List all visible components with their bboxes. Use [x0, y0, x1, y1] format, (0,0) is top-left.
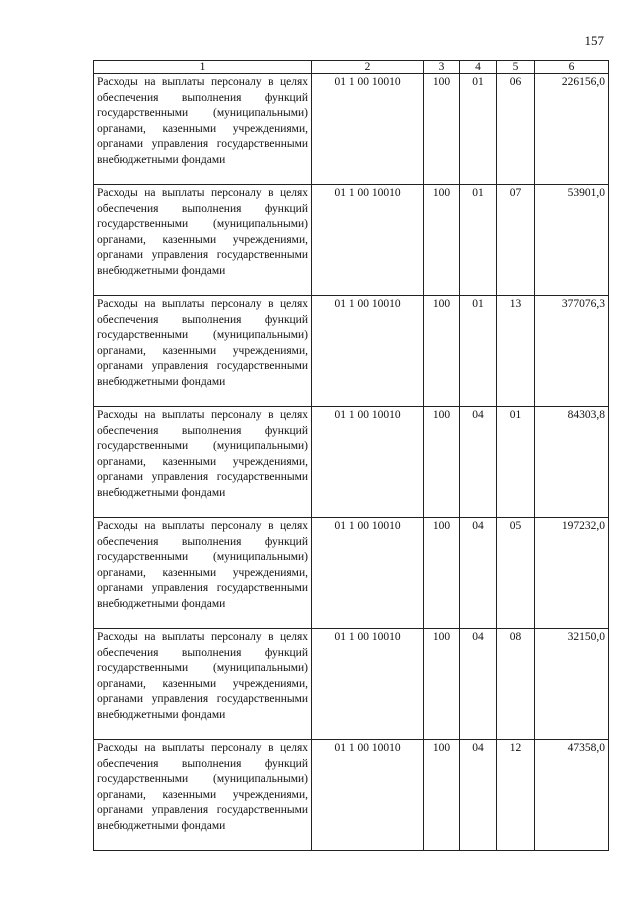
subsection-code: 05: [497, 518, 535, 629]
target-article-code: 01 1 00 10010: [312, 185, 424, 296]
subsection-code: 06: [497, 74, 535, 185]
column-header-6: 6: [535, 61, 609, 74]
expense-type-code: 100: [424, 74, 460, 185]
header-row: [94, 61, 609, 74]
subsection-code: 12: [497, 740, 535, 851]
expense-type-code: 100: [424, 407, 460, 518]
target-article-code: 01 1 00 10010: [312, 629, 424, 740]
amount: 226156,0: [535, 74, 609, 185]
section-code: 01: [460, 185, 497, 296]
amount: 377076,3: [535, 296, 609, 407]
table-row: [94, 296, 609, 407]
expense-type-code: 100: [424, 740, 460, 851]
amount: 84303,8: [535, 407, 609, 518]
expense-name: Расходы на выплаты персоналу в целях обеспечения выполнения функций государственными (муниципальными) органами, казенными учреждениями, органами управления государственными внебюджетными фондами: [94, 629, 312, 740]
expense-name: Расходы на выплаты персоналу в целях обеспечения выполнения функций государственными (муниципальными) органами, казенными учреждениями, органами управления государственными внебюджетными фондами: [94, 740, 312, 851]
column-header-2: 2: [312, 61, 424, 74]
amount: 47358,0: [535, 740, 609, 851]
column-header-4: 4: [460, 61, 497, 74]
expense-type-code: 100: [424, 518, 460, 629]
expense-name: Расходы на выплаты персоналу в целях обеспечения выполнения функций государственными (муниципальными) органами, казенными учреждениями, органами управления государственными внебюджетными фондами: [94, 185, 312, 296]
column-header-1: 1: [94, 61, 312, 74]
budget-table: [93, 60, 609, 851]
table-row: [94, 629, 609, 740]
section-code: 04: [460, 629, 497, 740]
target-article-code: 01 1 00 10010: [312, 518, 424, 629]
expense-type-code: 100: [424, 629, 460, 740]
table-row: [94, 185, 609, 296]
table-row: [94, 740, 609, 851]
table-row: [94, 518, 609, 629]
column-header-3: 3: [424, 61, 460, 74]
page-number: 157: [584, 33, 604, 48]
subsection-code: 08: [497, 629, 535, 740]
section-code: 04: [460, 407, 497, 518]
target-article-code: 01 1 00 10010: [312, 407, 424, 518]
table-row: [94, 74, 609, 185]
target-article-code: 01 1 00 10010: [312, 296, 424, 407]
expense-name: Расходы на выплаты персоналу в целях обеспечения выполнения функций государственными (муниципальными) органами, казенными учреждениями, органами управления государственными внебюджетными фондами: [94, 296, 312, 407]
expense-type-code: 100: [424, 296, 460, 407]
section-code: 04: [460, 518, 497, 629]
section-code: 04: [460, 740, 497, 851]
target-article-code: 01 1 00 10010: [312, 740, 424, 851]
section-code: 01: [460, 74, 497, 185]
section-code: 01: [460, 296, 497, 407]
amount: 53901,0: [535, 185, 609, 296]
subsection-code: 13: [497, 296, 535, 407]
subsection-code: 01: [497, 407, 535, 518]
expense-name: Расходы на выплаты персоналу в целях обеспечения выполнения функций государственными (муниципальными) органами, казенными учреждениями, органами управления государственными внебюджетными фондами: [94, 407, 312, 518]
expense-name: Расходы на выплаты персоналу в целях обеспечения выполнения функций государственными (муниципальными) органами, казенными учреждениями, органами управления государственными внебюджетными фондами: [94, 74, 312, 185]
amount: 197232,0: [535, 518, 609, 629]
amount: 32150,0: [535, 629, 609, 740]
target-article-code: 01 1 00 10010: [312, 74, 424, 185]
expense-type-code: 100: [424, 185, 460, 296]
expense-name: Расходы на выплаты персоналу в целях обеспечения выполнения функций государственными (муниципальными) органами, казенными учреждениями, органами управления государственными внебюджетными фондами: [94, 518, 312, 629]
subsection-code: 07: [497, 185, 535, 296]
column-header-5: 5: [497, 61, 535, 74]
table-row: [94, 407, 609, 518]
